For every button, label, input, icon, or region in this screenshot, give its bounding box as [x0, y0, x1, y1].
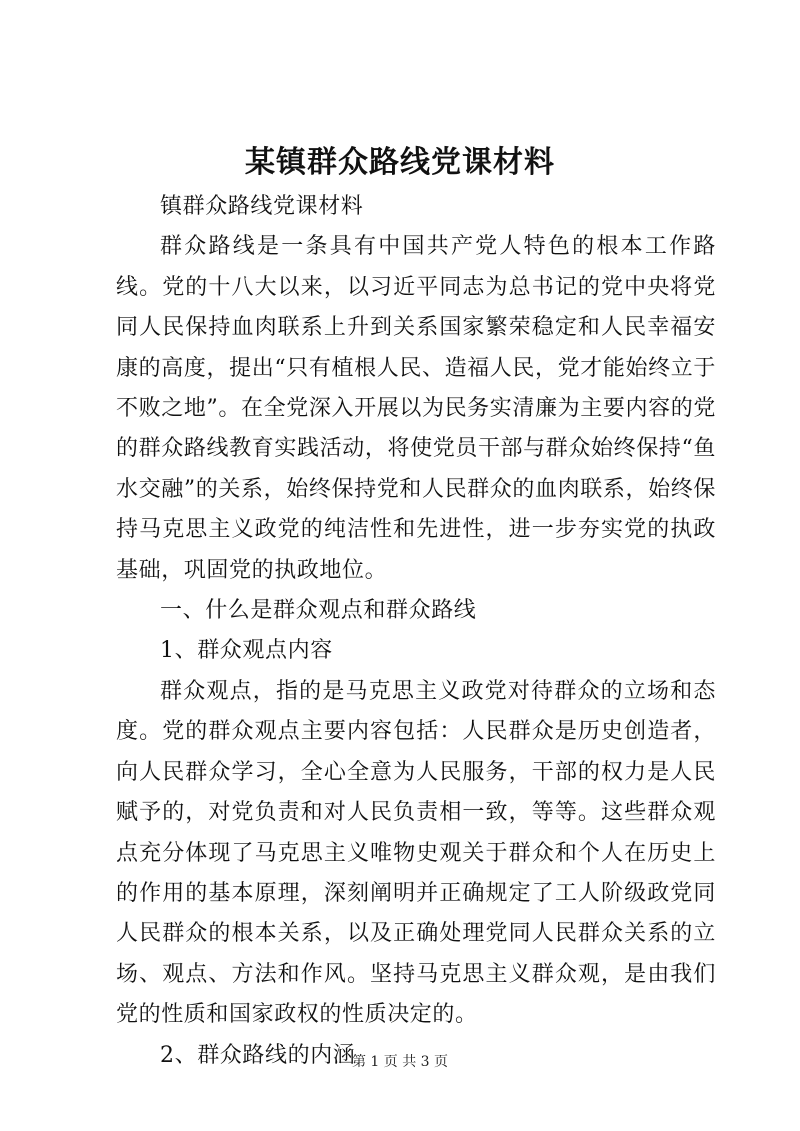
section-heading-1: 一、什么是群众观点和群众路线 — [160, 598, 477, 624]
subsection-heading-2: 2、群众路线的内涵 — [160, 1042, 356, 1068]
subtitle-line: 镇群众路线党课材料 — [160, 194, 364, 219]
mass-viewpoint-paragraph: 群众观点，指的是马克思主义政党对待群众的立场和态度。党的群众观点主要内容包括：人民群众是历史创造者，向人民群众学习，全心全意为人民服务，干部的权力是人民赋予的，对党负责和对人民负责相一致，等等。这些群众观点充分体现了马克思主义唯物史观关于群众和个人在历史上的作用的基本原理，深刻阐明并正确规定了工人阶级政党同人民群众的根本关系，以及正确处理党同人民群众关系的立场、观点、方法和作风。坚持马克思主义群众观，是由我们党的性质和国家政权的性质决定的。 — [116, 678, 716, 1028]
intro-paragraph: 群众路线是一条具有中国共产党人特色的根本工作路线。党的十八大以来，以习近平同志为总书记的党中央将党同人民保持血肉联系上升到关系国家繁荣稳定和人民幸福安康的高度，提出“只有植根人民、造福人民，党才能始终立于不败之地”。在全党深入开展以为民务实清廉为主要内容的党的群众路线教育实践活动，将使党员干部与群众始终保持“鱼水交融”的关系，始终保持党和人民群众的血肉联系，始终保持马克思主义政党的纯洁性和先进性，进一步夯实党的执政基础，巩固党的执政地位。 — [116, 234, 716, 583]
document-body — [116, 187, 716, 1076]
subsection-heading-1: 1、群众观点内容 — [160, 638, 333, 664]
document-title: 某镇群众路线党课材料 — [245, 145, 555, 180]
page-footer: 第 1 页 共 3 页 — [351, 1054, 449, 1070]
